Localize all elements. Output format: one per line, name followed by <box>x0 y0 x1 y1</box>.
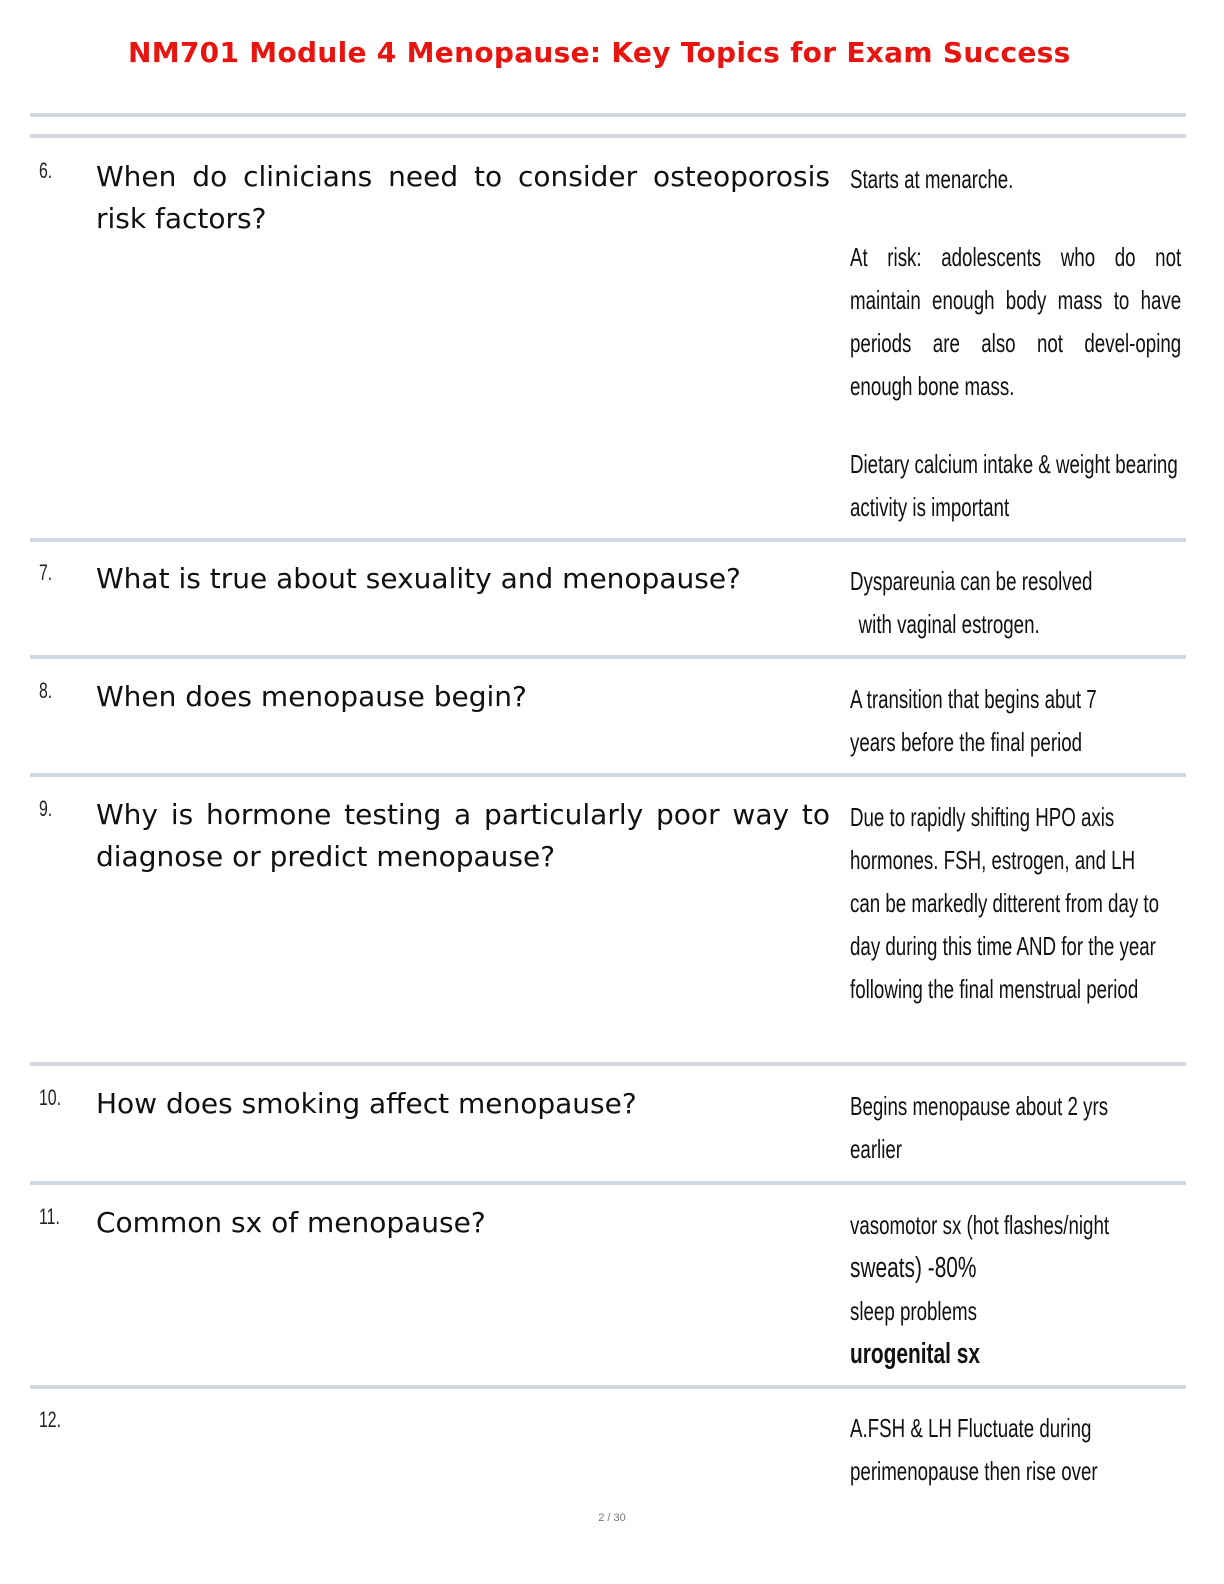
answer-line: Dietary calcium intake & weight bearing activity is important <box>850 449 1178 522</box>
answer-line: Starts at menarche. <box>850 164 1014 194</box>
row-divider <box>30 1385 1186 1389</box>
qa-item-7 <box>30 560 1186 654</box>
question-text: Common sx of menopause? <box>96 1206 486 1239</box>
qa-item-11 <box>30 1204 1186 1384</box>
header-rule-top <box>30 113 1186 117</box>
question-text: How does smoking affect menopause? <box>96 1087 637 1120</box>
answer-line: vasomotor sx (hot flashes/night <box>850 1210 1110 1240</box>
page-title: NM701 Module 4 Menopause: Key Topics for Exam Success <box>128 36 1071 69</box>
item-number: 9. <box>39 796 53 821</box>
answer-line: Due to rapidly shifting HPO axis hormones. FSH, estrogen, and LH can be markedly ditterent from day to day during this time AND for the year following the final menstrual period <box>850 802 1160 1004</box>
question-text: When does menopause begin? <box>96 680 527 713</box>
answer-line: At risk: adolescents who do not maintain enough body mass to have periods are also not devel-oping enough bone mass. <box>850 242 1182 401</box>
row-divider <box>30 538 1186 542</box>
page-indicator: 2 / 30 <box>598 1512 626 1524</box>
row-divider <box>30 1062 1186 1066</box>
answer-line: with vaginal estrogen. <box>858 609 1040 639</box>
qa-item-12 <box>30 1407 1186 1501</box>
question-text: When do clinicians need to consider osteoporosis risk factors? <box>96 160 830 235</box>
qa-item-6 <box>30 158 1186 538</box>
item-number: 10. <box>39 1085 62 1110</box>
answer-text <box>850 678 1138 764</box>
question-text: Why is hormone testing a particularly poor way to diagnose or predict menopause? <box>96 798 830 873</box>
item-number: 11. <box>39 1204 60 1229</box>
answer-line: sweats) -80% <box>850 1252 977 1284</box>
answer-line: urogenital sx <box>850 1338 980 1370</box>
header-rule-bottom <box>30 134 1186 138</box>
qa-item-9 <box>30 796 1186 1061</box>
answer-line: sleep problems <box>850 1296 977 1326</box>
item-number: 8. <box>39 678 53 703</box>
qa-item-8 <box>30 678 1186 772</box>
row-divider <box>30 773 1186 777</box>
question-text: What is true about sexuality and menopause? <box>96 562 741 595</box>
answer-text <box>850 1085 1160 1171</box>
row-divider <box>30 1181 1186 1185</box>
answer-text <box>850 1407 1152 1493</box>
answer-line: Dyspareunia can be resolved <box>850 566 1093 596</box>
answer-text <box>850 796 1167 1011</box>
answer-text <box>850 1204 1181 1376</box>
qa-item-10 <box>30 1085 1186 1179</box>
answer-text <box>850 158 1181 529</box>
row-divider <box>30 655 1186 659</box>
answer-text <box>850 560 1181 646</box>
item-number: 12. <box>39 1407 62 1432</box>
answer-line: A.FSH & LH Fluctuate during perimenopause then rise over <box>850 1413 1098 1486</box>
item-number: 6. <box>39 158 53 183</box>
answer-line: Begins menopause about 2 yrs earlier <box>850 1091 1109 1164</box>
item-number: 7. <box>39 560 53 585</box>
answer-line: A transition that begins abut 7 years before the final period <box>850 684 1097 757</box>
